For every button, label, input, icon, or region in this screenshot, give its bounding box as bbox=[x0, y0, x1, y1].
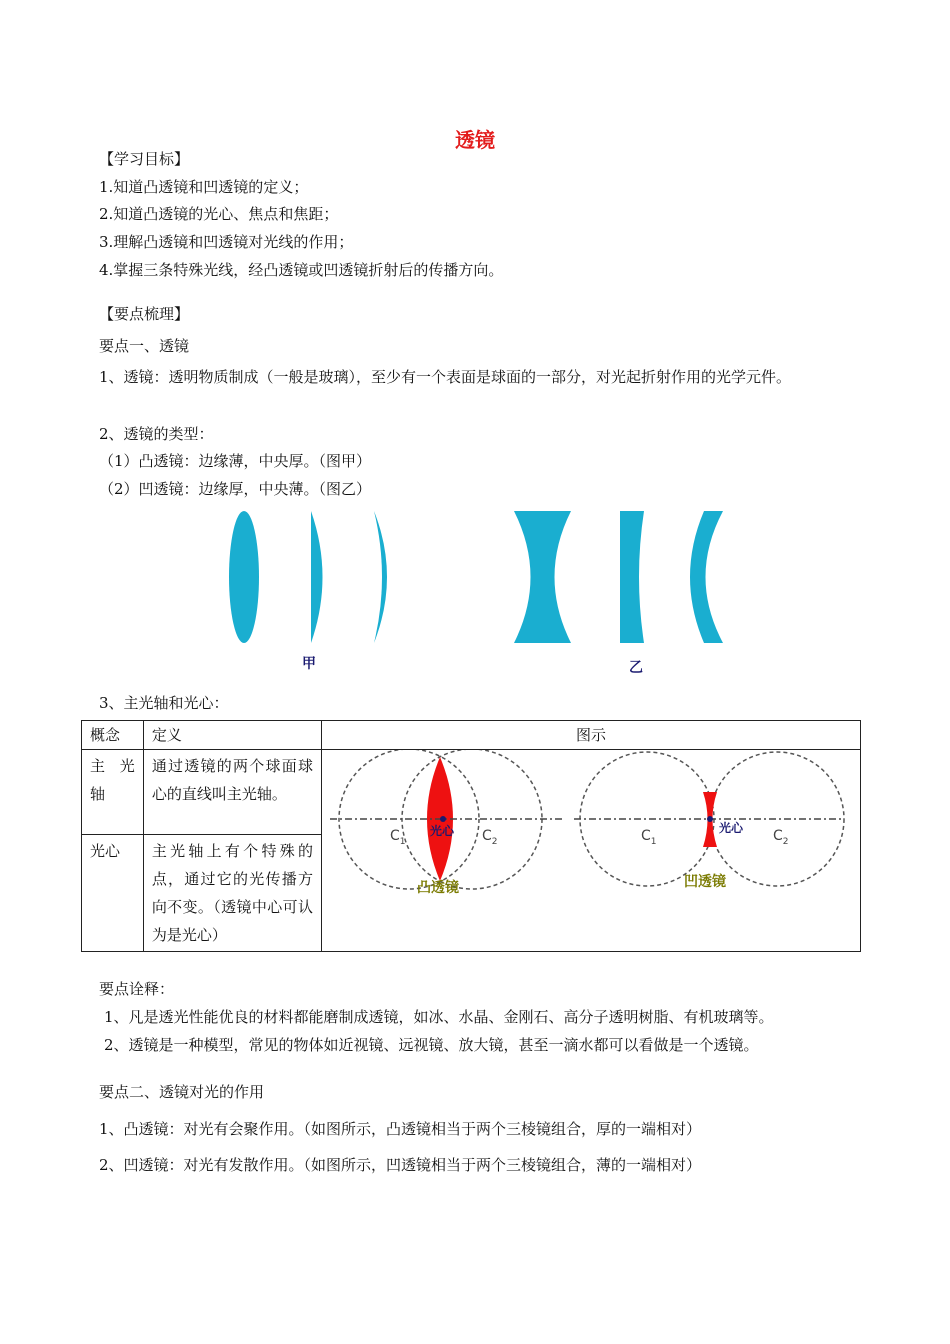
optical-center-label: 光心 bbox=[719, 821, 744, 835]
paragraph-axis-heading: 3、主光轴和光心： bbox=[99, 694, 229, 712]
label-c2: C bbox=[773, 828, 783, 844]
svg-text:C1 bbox=[641, 828, 657, 847]
section2-heading: 要点二、透镜对光的作用 bbox=[99, 1083, 265, 1101]
convex-lens-label: 凸透镜 bbox=[417, 880, 459, 896]
concave-diagram bbox=[574, 752, 844, 890]
points-heading: 【要点梳理】 bbox=[99, 305, 190, 323]
section2-item: 1、凸透镜：对光有会聚作用。（如图所示，凸透镜相当于两个三棱镜组合，厚的一端相对） bbox=[99, 1120, 702, 1138]
plano-concave-lens bbox=[620, 511, 644, 643]
goal-item: 3.理解凸透镜和凹透镜对光线的作用； bbox=[99, 233, 354, 251]
concept-table bbox=[81, 720, 861, 952]
biconcave-lens bbox=[514, 511, 571, 643]
svg-text:C1 bbox=[390, 828, 406, 847]
figure-label-jia: 甲 bbox=[302, 656, 316, 672]
goal-item: 1.知道凸透镜和凹透镜的定义； bbox=[99, 178, 309, 196]
paragraph-lens-types: 2、透镜的类型： bbox=[99, 425, 214, 443]
label-c2: C bbox=[482, 828, 492, 844]
section2-item: 2、凹透镜：对光有发散作用。（如图所示，凹透镜相当于两个三棱镜组合，薄的一端相对） bbox=[99, 1156, 702, 1174]
table-cell-concept: 主 光 轴 bbox=[82, 750, 144, 835]
goal-item: 4.掌握三条特殊光线，经凸透镜或凹透镜折射后的传播方向。 bbox=[99, 261, 504, 279]
table-header-diagram: 图示 bbox=[322, 721, 861, 750]
paragraph-convex: （1）凸透镜：边缘薄，中央厚。（图甲） bbox=[99, 452, 372, 470]
optical-center-dot bbox=[440, 816, 446, 822]
optical-center-dot bbox=[707, 816, 713, 822]
concave-meniscus-lens bbox=[690, 511, 723, 643]
concave-lens-label: 凹透镜 bbox=[684, 874, 726, 890]
table-cell-definition: 通过透镜的两个球面球心的直线叫主光轴。 bbox=[143, 750, 321, 835]
figure-label-yi: 乙 bbox=[629, 660, 643, 676]
label-c2-sub: 2 bbox=[782, 837, 789, 847]
plano-convex-lens bbox=[311, 511, 323, 643]
label-c1: C bbox=[390, 828, 400, 844]
table-cell-definition: 主光轴上有个特殊的点，通过它的光传播方向不变。（透镜中心可认为是光心） bbox=[143, 835, 321, 952]
biconvex-lens bbox=[229, 511, 259, 643]
optical-center-label: 光心 bbox=[430, 824, 455, 838]
convex-diagram bbox=[330, 750, 564, 896]
label-c1-sub: 1 bbox=[650, 837, 657, 847]
page-title: 透镜 bbox=[455, 128, 495, 152]
note-item: 1、凡是透光性能优良的材料都能磨制成透镜，如冰、水晶、金刚石、高分子透明树脂、有机玻璃等。 bbox=[104, 1008, 774, 1026]
label-c1-sub: 1 bbox=[399, 837, 406, 847]
optical-axis-diagram bbox=[322, 750, 860, 950]
section1-heading: 要点一、透镜 bbox=[99, 337, 190, 355]
paragraph-concave: （2）凹透镜：边缘厚，中央薄。（图乙） bbox=[99, 480, 372, 498]
table-header-definition: 定义 bbox=[143, 721, 321, 750]
convex-meniscus-lens bbox=[374, 511, 387, 643]
label-c2-sub: 2 bbox=[491, 837, 498, 847]
table-cell-concept: 光心 bbox=[82, 835, 144, 952]
svg-text:C2 bbox=[773, 828, 789, 847]
svg-text:C2 bbox=[482, 828, 498, 847]
label-c1: C bbox=[641, 828, 651, 844]
paragraph-lens-definition: 1、透镜：透明物质制成（一般是玻璃），至少有一个表面是球面的一部分，对光起折射作用的光学元件。 bbox=[99, 368, 792, 386]
table-cell-diagram bbox=[322, 750, 861, 952]
table-header-concept: 概念 bbox=[82, 721, 144, 750]
note-item: 2、透镜是一种模型，常见的物体如近视镜、远视镜、放大镜，甚至一滴水都可以看做是一个透镜。 bbox=[104, 1036, 759, 1054]
goal-item: 2.知道凸透镜的光心、焦点和焦距； bbox=[99, 205, 339, 223]
goals-heading: 【学习目标】 bbox=[99, 150, 190, 168]
notes-heading: 要点诠释： bbox=[99, 980, 175, 998]
